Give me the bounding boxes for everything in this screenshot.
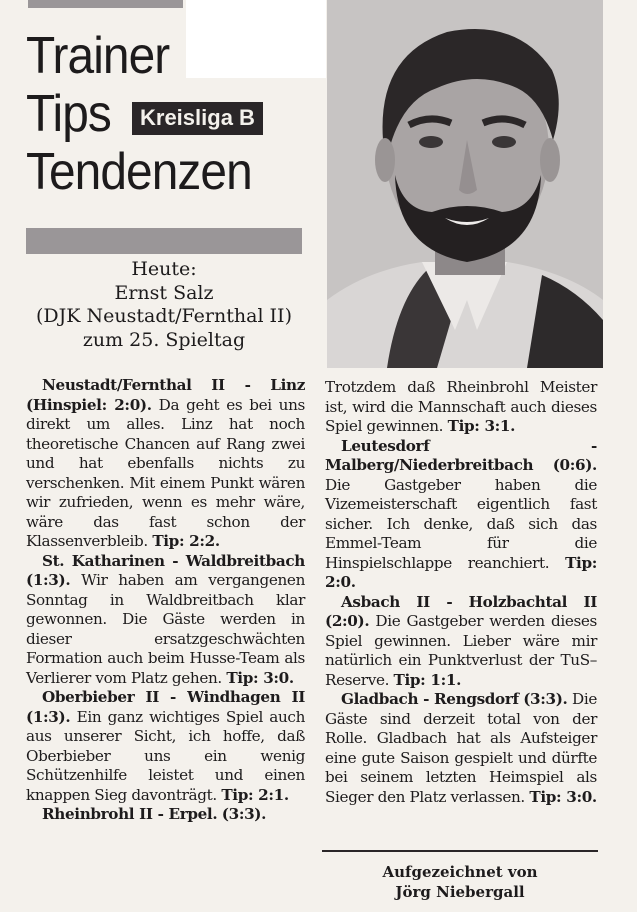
match-paragraph <box>26 688 305 805</box>
match-title: St. Katharinen - Waldbreitbach <box>42 551 305 570</box>
match-paragraph <box>26 552 305 689</box>
match-tip: Tip: 3:1. <box>447 417 516 435</box>
match-title: Leutesdorf - Malberg/Niederbreitbach <box>325 436 597 474</box>
credit-author: Jörg Niebergall <box>395 883 525 901</box>
match-tip: Tip: 3:0. <box>529 787 597 806</box>
intro-heute: Heute: <box>131 258 197 280</box>
match-tip: Tip: 1:1. <box>393 670 462 689</box>
match-paragraph <box>26 805 305 825</box>
match-text: Da geht es bei uns direkt um alles. Linz hat noch theoretische Chancen auf Rang zwei und hat ebenfalls nichts zu verschenken. Mit einem Punkt wären wir zufrieden, wenn es mehr wäre, wäre das fast schon der Klassenverbleib. <box>26 395 305 550</box>
match-text: Die Gäste sind derzeit total von der Rolle. Gladbach hat als Aufsteiger eine gute Saison gespielt und dürfte bei seinem letzten Heimspiel als Sieger den Platz verlassen. <box>325 690 597 806</box>
clipping-blank-area <box>186 0 326 78</box>
match-score: (3:3). <box>523 690 568 708</box>
match-score: (3:3). <box>221 805 267 823</box>
match-tip: Tip: 2:2. <box>152 532 220 550</box>
article-column-left <box>26 376 305 825</box>
match-title: Asbach II - Holzbachtal II <box>341 592 597 611</box>
match-title: Neustadt/Fernthal II - Linz <box>42 376 305 394</box>
match-score: (1:3). <box>26 707 71 726</box>
match-tip: Tip: 3:0. <box>226 668 294 687</box>
match-tip: Tip: 2:1. <box>221 785 289 804</box>
article-column-right <box>325 378 597 807</box>
match-title: Gladbach - Rengsdorf <box>341 690 519 708</box>
match-tip: Tip: 2:0. <box>325 553 598 591</box>
match-text: Die Gastgeber haben die Vizemeisterschaft eigentlich fast sicher. Ich denke, daß sich das Emmel-Team für die Hinspielschlappe reanchiert. <box>325 475 597 572</box>
match-paragraph <box>325 593 597 691</box>
intro-matchday: zum 25. Spieltag <box>82 328 246 351</box>
portrait-photo-icon <box>327 0 603 368</box>
intro-club: (DJK Neustadt/Fernthal II) <box>36 305 292 327</box>
credit-divider <box>322 850 598 852</box>
intro-block <box>26 258 302 352</box>
section-gray-bar <box>26 228 302 254</box>
match-text: Ein ganz wichtiges Spiel auch aus unserer Sicht, ich hoffe, daß Oberbieber uns ein wenig Schützenhilfe leistet und einen knappen Sieg davonträgt. <box>26 707 305 804</box>
match-score: (0:6). <box>552 456 597 474</box>
match-paragraph-continued <box>325 378 597 437</box>
credit-label: Aufgezeichnet von <box>382 863 538 881</box>
title-line-tips: Tips <box>26 85 111 143</box>
credit-block <box>322 862 598 902</box>
match-title: Rheinbrohl II - Erpel. <box>42 805 218 823</box>
match-text: Wir haben am vergangenen Sonntag in Waldbreitbach klar gewonnen. Die Gäste werden in dieser ersatzgeschwächten Formation auch beim Husse-Team als Verlierer vom Platz gehen. <box>26 571 305 687</box>
match-paragraph <box>26 376 305 552</box>
league-badge: Kreisliga B <box>132 102 263 135</box>
title-line-tendenzen: Tendenzen <box>26 143 252 201</box>
match-paragraph <box>325 690 597 807</box>
match-score: (Hinspiel: 2:0). <box>26 395 152 414</box>
match-score: (1:3). <box>26 571 71 589</box>
intro-name: Ernst Salz <box>114 281 214 304</box>
match-score: (2:0). <box>325 612 370 630</box>
match-text: Die Gastgeber werden dieses Spiel gewinnen. Lieber wäre mir natürlich ein Punktverlust der TuS–Reserve. <box>325 612 597 689</box>
title-line-trainer: Trainer <box>26 27 170 85</box>
top-gray-bar <box>28 0 183 8</box>
match-paragraph <box>325 437 597 593</box>
match-title: Oberbieber II - Windhagen II <box>42 688 305 706</box>
match-text: Trotzdem daß Rheinbrohl Meister ist, wird die Mannschaft auch dieses Spiel gewinnen. <box>325 378 597 435</box>
